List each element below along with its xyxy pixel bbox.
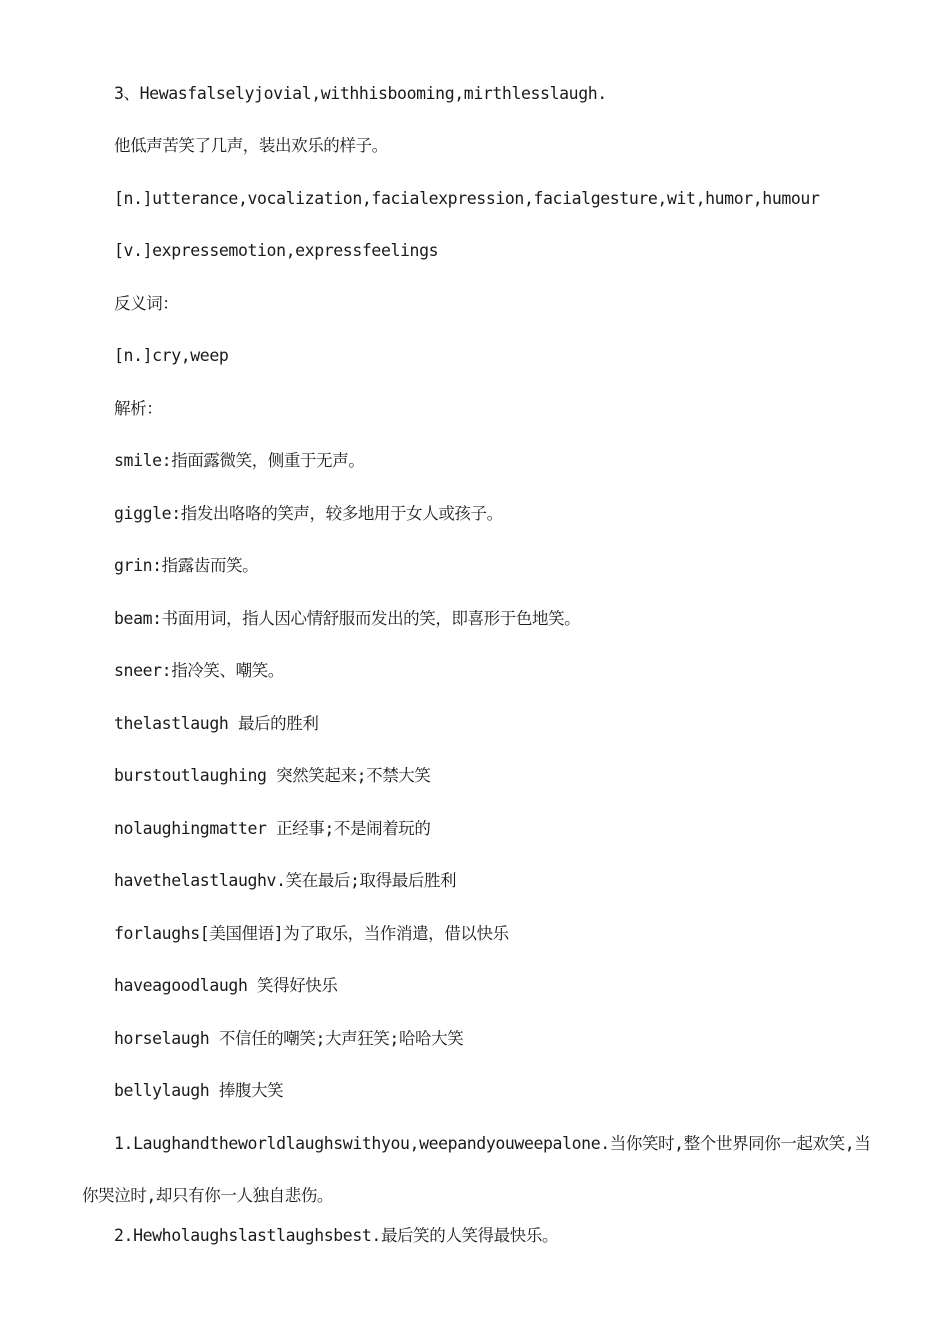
verb-synonyms: [v.]expressemotion,expressfeelings	[114, 241, 439, 260]
phrase-item: thelastlaugh 最后的胜利	[114, 714, 319, 733]
phrase-item: burstoutlaughing 突然笑起来;不禁大笑	[114, 766, 431, 785]
phrase-item: horselaugh 不信任的嘲笑;大声狂笑;哈哈大笑	[114, 1029, 464, 1048]
phrase-item: havethelastlaughv.笑在最后;取得最后胜利	[114, 871, 457, 890]
example-paragraph-2: 2.Hewholaughslastlaughsbest.最后笑的人笑得最快乐。	[114, 1226, 559, 1245]
example-paragraph-1: 1.Laughandtheworldlaughswithyou,weepandyouweepalone.当你笑时,整个世界同你一起欢笑,当你哭泣时,却只有你一人独自悲伤。	[82, 1134, 871, 1205]
phrase-item: nolaughingmatter 正经事;不是闹着玩的	[114, 819, 431, 838]
definition-beam: beam:书面用词，指人因心情舒服而发出的笑，即喜形于色地笑。	[114, 609, 581, 628]
phrase-item: haveagoodlaugh 笑得好快乐	[114, 976, 338, 995]
definition-sneer: sneer:指冷笑、嘲笑。	[114, 661, 284, 680]
definition-giggle: giggle:指发出咯咯的笑声，较多地用于女人或孩子。	[114, 504, 503, 523]
phrase-item: bellylaugh 捧腹大笑	[114, 1081, 284, 1100]
antonyms-heading: 反义词：	[114, 294, 179, 313]
phrase-item: forlaughs[美国俚语]为了取乐，当作消遣，借以快乐	[114, 924, 509, 943]
noun-antonyms: [n.]cry,weep	[114, 346, 229, 365]
example-translation-3: 他低声苦笑了几声，装出欢乐的样子。	[114, 136, 388, 155]
noun-synonyms: [n.]utterance,vocalization,facialexpression,facialgesture,wit,humor,humour	[114, 189, 820, 208]
definition-smile: smile:指面露微笑，侧重于无声。	[114, 451, 365, 470]
example-sentence-3: 3、Hewasfalselyjovial,withhisbooming,mirthlesslaugh.	[114, 84, 607, 103]
definition-grin: grin:指露齿而笑。	[114, 556, 259, 575]
analysis-heading: 解析：	[114, 399, 163, 418]
